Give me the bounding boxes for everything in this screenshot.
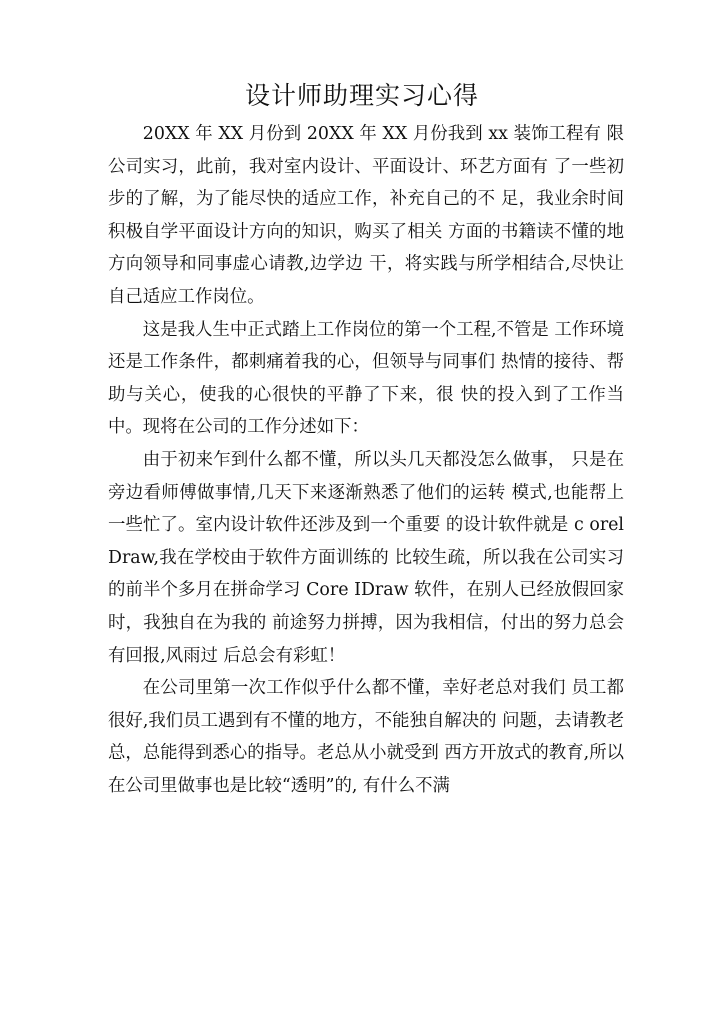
paragraph-3: 由于初来乍到什么都不懂，所以头几天都没怎么做事， 只是在旁边看师傅做事情,几天下来逐渐熟悉了他们的运转 模式,也能帮上一些忙了。室内设计软件还涉及到一个重要 的设计软件就是 c orelDraw,我在学校由于软件方面训练的 比较生疏，所以我在公司实习的前半个多月在拼命学习 Core IDraw 软件，在别人已经放假回家时，我独自在为我的 前途努力拼搏，因为我相信，付出的努力总会有回报,风雨过 后总会有彩虹！: [108, 449, 624, 666]
paragraph-2: 这是我人生中正式踏上工作岗位的第一个工程,不管是 工作环境还是工作条件，都刺痛着我的心，但领导与同事们 热情的接待、帮助与关心，使我的心很快的平静了下来，很 快的投入到了工作当中。现将在公司的工作分述如下：: [108, 319, 624, 438]
document-title: 设计师助理实习心得: [244, 81, 479, 110]
document-body: [108, 118, 624, 802]
paragraph-1: 20XX 年 XX 月份到 20XX 年 XX 月份我到 xx 装饰工程有 限公司实习，此前，我对室内设计、平面设计、环艺方面有 了一些初步的了解，为了能尽快的适应工作，补充自己的不 足，我业余时间积极自学平面设计方向的知识，购买了相关 方面的书籍读不懂的地方向领导和同事虚心请教,边学边 干，将实践与所学相结合,尽快让自己适应工作岗位。: [108, 124, 624, 307]
paragraph-4: 在公司里第一次工作似乎什么都不懂，幸好老总对我们 员工都很好,我们员工遇到有不懂的地方，不能独自解决的 问题，去请教老总，总能得到悉心的指导。老总从小就受到 西方开放式的教育,所以在公司里做事也是比较“透明”的, 有什么不满: [108, 678, 624, 796]
